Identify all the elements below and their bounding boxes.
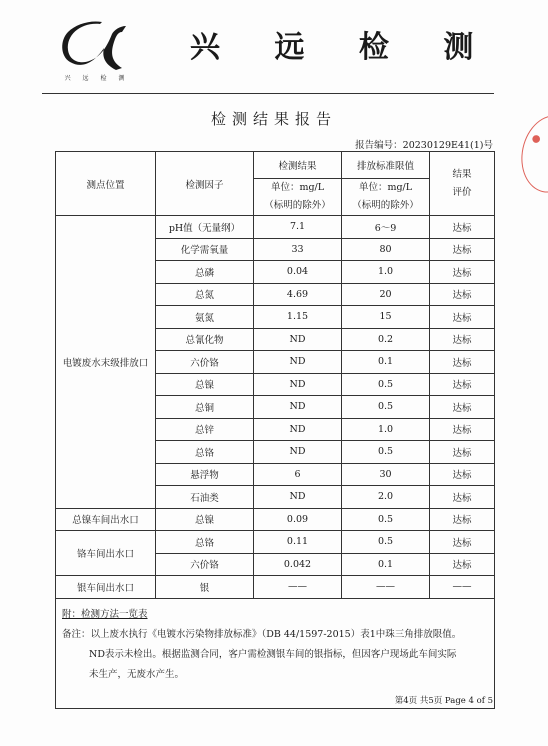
location-cell: 电镀废水末级排放口 [56,216,156,509]
evaluation-cell: 达标 [430,306,495,329]
report-number-label: 报告编号： [355,140,403,151]
limit-cell: 0.1 [342,553,430,576]
notes-cell [56,598,495,708]
location-cell: 银车间出水口 [56,576,156,599]
factor-cell: 总氮 [156,283,254,306]
result-cell: 4.69 [254,283,342,306]
limit-cell: 0.5 [342,508,430,531]
header-result-unit [254,179,342,216]
results-table [55,151,495,709]
page-footer: 第4页 共5页 Page 4 of 5 [394,696,493,706]
result-cell: ND [254,373,342,396]
factor-cell: 总铜 [156,396,254,419]
result-cell: 7.1 [254,216,342,239]
factor-cell: 氨氮 [156,306,254,329]
report-number-value: 20230129E41(1)号 [402,140,493,151]
header-divider [42,93,494,94]
header-limit-note: （标明的除外） [352,200,419,211]
note-remark: 备注：以上废水执行《电镀水污染物排放标准》（DB 44/1597-2015）表1中珠三角排放限值。 [62,628,462,640]
header-location: 测点位置 [56,152,156,216]
factor-cell: 石油类 [156,486,254,509]
factor-cell: 总氰化物 [156,328,254,351]
note-nd-line1: ND表示未检出。根据监测合同，客户需检测银车间的银指标，但因客户现场此车间实际 [89,648,457,660]
note-appendix: 附：检测方法一览表 [62,608,148,620]
limit-cell: 30 [342,463,430,486]
result-cell: 33 [254,238,342,261]
header-evaluation [430,152,495,216]
limit-cell: 15 [342,306,430,329]
evaluation-cell: 达标 [430,553,495,576]
limit-cell: 0.5 [342,531,430,554]
seal-ring [514,110,548,198]
logo-caption: 兴 远 检 测 [64,75,130,82]
limit-cell: 2.0 [342,486,430,509]
factor-cell: 总镍 [156,373,254,396]
result-cell: ND [254,418,342,441]
evaluation-cell: —— [430,576,495,599]
table-header-row [56,152,495,179]
header-result-unit-text: 单位：mg/L [270,182,325,193]
result-cell: 1.15 [254,306,342,329]
evaluation-cell: 达标 [430,238,495,261]
table-row [56,216,495,239]
evaluation-cell: 达标 [430,508,495,531]
limit-cell: 0.5 [342,441,430,464]
result-cell: ND [254,396,342,419]
factor-cell: 总锌 [156,418,254,441]
evaluation-cell: 达标 [430,463,495,486]
header-limit-unit-text: 单位：mg/L [358,182,413,193]
result-cell: 6 [254,463,342,486]
evaluation-cell: 达标 [430,351,495,374]
limit-cell: 80 [342,238,430,261]
limit-cell: 6～9 [342,216,430,239]
evaluation-cell: 达标 [430,486,495,509]
result-cell: ND [254,486,342,509]
header-result-note: （标明的除外） [264,200,331,211]
location-cell: 总镍车间出水口 [56,508,156,531]
header-limit-unit [342,179,430,216]
limit-cell: 0.5 [342,373,430,396]
result-cell: 0.042 [254,553,342,576]
evaluation-cell: 达标 [430,531,495,554]
factor-cell: 化学需氧量 [156,238,254,261]
result-cell: —— [254,576,342,599]
factor-cell: 六价铬 [156,553,254,576]
seal-mark: ● [529,132,543,146]
table-row [56,531,495,554]
evaluation-cell: 达标 [430,441,495,464]
factor-cell: 总镍 [156,508,254,531]
factor-cell: 悬浮物 [156,463,254,486]
result-cell: ND [254,441,342,464]
location-cell: 铬车间出水口 [56,531,156,576]
limit-cell: 20 [342,283,430,306]
result-cell: 0.11 [254,531,342,554]
evaluation-cell: 达标 [430,418,495,441]
report-title: 检测结果报告 [210,110,337,128]
limit-cell: 1.0 [342,261,430,284]
result-cell: ND [254,328,342,351]
evaluation-cell: 达标 [430,328,495,351]
factor-cell: 总铬 [156,531,254,554]
evaluation-cell: 达标 [430,283,495,306]
limit-cell: —— [342,576,430,599]
evaluation-cell: 达标 [430,373,495,396]
factor-cell: 总磷 [156,261,254,284]
evaluation-cell: 达标 [430,216,495,239]
report-number [355,137,493,151]
note-nd-line2: 未生产，无废水产生。 [89,668,185,680]
result-cell: ND [254,351,342,374]
factor-cell: pH值（无量纲） [156,216,254,239]
factor-cell: 银 [156,576,254,599]
header-result-title: 检测结果 [254,152,342,179]
limit-cell: 0.2 [342,328,430,351]
evaluation-cell: 达标 [430,396,495,419]
factor-cell: 六价铬 [156,351,254,374]
factor-cell: 总铬 [156,441,254,464]
company-name: 兴 远 检 测 [190,30,496,65]
table-row [56,508,495,531]
notes-row [56,598,495,708]
table-row [56,576,495,599]
result-cell: 0.04 [254,261,342,284]
header-limit-title: 排放标准限值 [342,152,430,179]
limit-cell: 0.5 [342,396,430,419]
result-cell: 0.09 [254,508,342,531]
header-factor: 检测因子 [156,152,254,216]
evaluation-cell: 达标 [430,261,495,284]
limit-cell: 1.0 [342,418,430,441]
limit-cell: 0.1 [342,351,430,374]
header-evaluation-line1: 结果 [452,168,472,180]
header-evaluation-line2: 评价 [452,186,472,198]
